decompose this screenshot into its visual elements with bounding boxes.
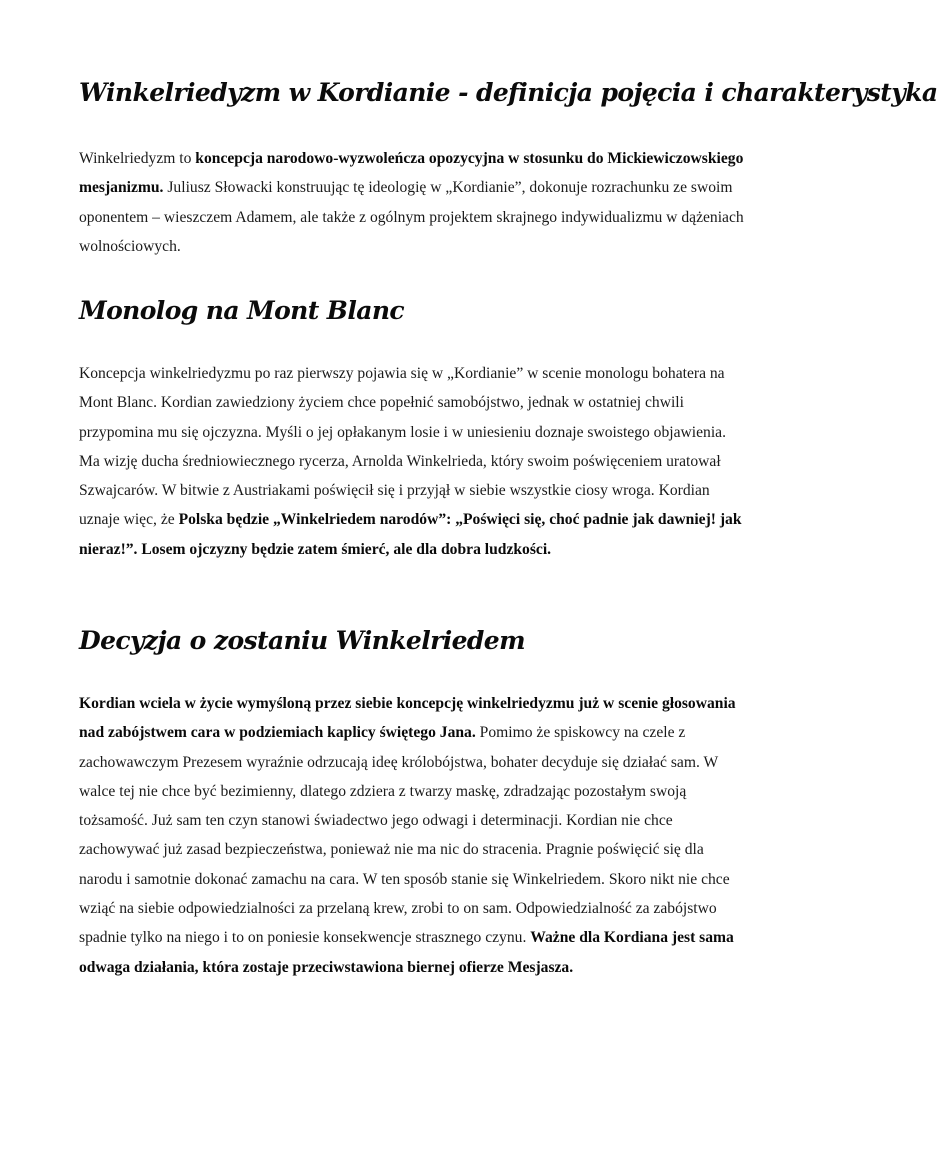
bold-text-run: Kordian wciela w życie wymyśloną przez siebie koncepcję winkelriedyzmu już w scenie głosowania nad zabójstwem cara w podziemiach kaplicy świętego Jana. <box>79 695 736 742</box>
bold-text-run: Polska będzie „Winkelriedem narodów”: „Poświęci się, choć padnie jak dawniej! jak nieraz!”. Losem ojczyzny będzie zatem śmierć, ale dla dobra ludzkości. <box>79 511 742 558</box>
paragraph-mont-blanc <box>79 359 747 564</box>
text-run: Juliusz Słowacki konstruując tę ideologię w „Kordianie”, dokonuje rozrachunku ze swoim oponentem – wieszczem Adamem, ale także z ogólnym projektem skrajnego indywidualizmu w dążeniach wolnościowych. <box>79 179 744 255</box>
text-run: Pomimo że spiskowcy na czele z zachowawczym Prezesem wyraźnie odrzucają ideę królobójstwa, bohater decyduje się działać sam. W walce tej nie chce być bezimienny, dlatego zdziera z twarzy maskę, zdradzając pozostałym swoją tożsamość. Już sam ten czyn stanowi świadectwo jego odwagi i determinacji. Kordian nie chce zachowywać już zasad bezpieczeństwa, ponieważ nie ma nic do stracenia. Pragnie poświęcić się dla narodu i samotnie dokonać zamachu na cara. W ten sposób stanie się Winkelriedem. Skoro nikt nie chce wziąć na siebie odpowiedzialności za przelaną krew, zrobi to on sam. Odpowiedzialność za zabójstwo spadnie tylko na niego i to on poniesie konsekwencje strasznego czynu. <box>79 724 730 947</box>
bold-text-run: Ważne dla Kordiana jest sama odwaga działania, która zostaje przeciwstawiona biernej ofierze Mesjasza. <box>79 929 734 976</box>
text-run: Koncepcja winkelriedyzmu po raz pierwszy pojawia się w „Kordianie” w scenie monologu bohatera na Mont Blanc. Kordian zawiedziony życiem chce popełnić samobójstwo, jednak w ostatniej chwili przypomina mu się ojczyzna. Myśli o jej opłakanym losie i w uniesieniu doznaje swoistego objawienia. Ma wizję ducha średniowiecznego rycerza, Arnolda Winkelrieda, który swoim poświęceniem uratował Szwajcarów. W bitwie z Austriakami poświęcił się i przyjął w siebie wszystkie ciosy wroga. Kordian uznaje więc, że <box>79 365 726 529</box>
bold-text-run: koncepcja narodowo-wyzwoleńcza opozycyjna w stosunku do Mickiewiczowskiego mesjanizmu. <box>79 150 744 197</box>
section-heading-mont-blanc: Monolog na Mont Blanc <box>79 296 405 325</box>
text-run: Winkelriedyzm to <box>79 150 196 167</box>
paragraph-decision <box>79 689 747 982</box>
section-heading-definition: Winkelriedyzm w Kordianie - definicja pojęcia i charakterystyka <box>79 78 937 107</box>
paragraph-definition <box>79 144 747 261</box>
section-heading-decision: Decyzja o zostaniu Winkelriedem <box>79 626 525 655</box>
